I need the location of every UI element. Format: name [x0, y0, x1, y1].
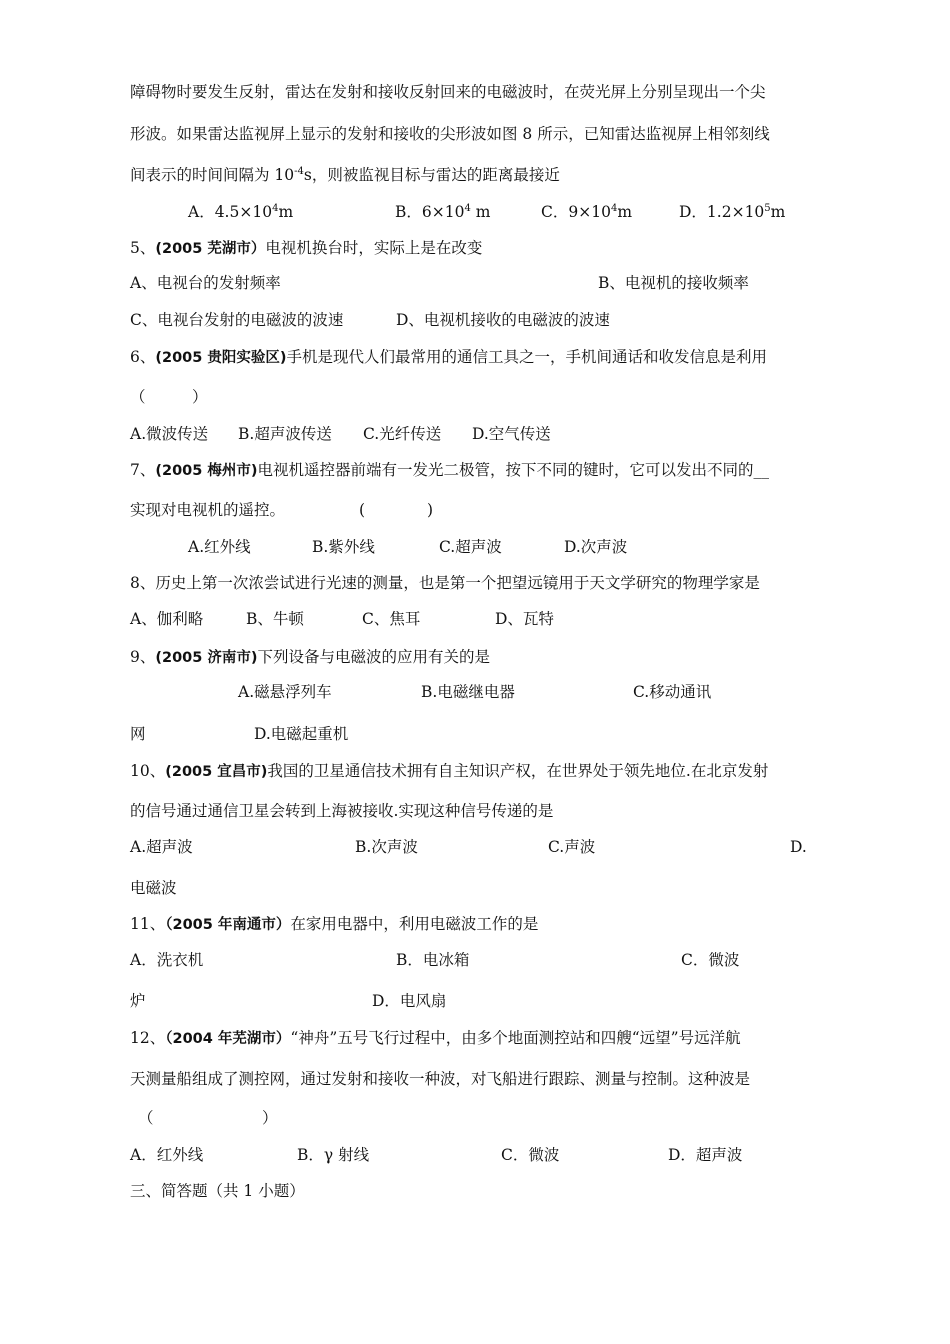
q5-option-d: D、电视机接收的电磁波的波速 — [396, 311, 610, 329]
q4-option-d-exp: 5 — [764, 203, 771, 214]
q6-option-b: B.超声波传送 — [238, 425, 332, 443]
q4-option-a-unit: m — [278, 203, 294, 221]
q12-option-b: B．γ 射线 — [297, 1146, 370, 1164]
q10-option-a: A.超声波 — [130, 838, 193, 856]
q8-stem: 8、历史上第一次浓尝试进行光速的测量，也是第一个把望远镜用于天文学研究的物理学家是 — [130, 574, 760, 592]
q5-source-tag: (2005 芜湖市） — [155, 241, 266, 257]
q5-option-a: A、电视台的发射频率 — [130, 274, 281, 292]
q4-option-c-base: C．9×10 — [541, 203, 611, 221]
q7-option-b: B.紫外线 — [312, 538, 375, 556]
q10-option-d-wrap: 电磁波 — [130, 879, 177, 897]
q7-option-c: C.超声波 — [439, 538, 502, 556]
q4-option-d — [679, 202, 785, 222]
q11-stem — [130, 914, 538, 935]
q7-stem — [130, 460, 769, 481]
q4-text-line-2: 形波。如果雷达监视屏上显示的发射和接收的尖形波如图 8 所示，已知雷达监视屏上相邻刻线 — [130, 125, 770, 143]
q4-option-d-base: D．1.2×10 — [679, 203, 765, 221]
q9-option-c-wrap: 网 — [130, 725, 146, 743]
q6-option-c: C.光纤传送 — [363, 425, 442, 443]
q8-option-d: D、瓦特 — [495, 610, 554, 628]
q4-option-a — [188, 202, 293, 222]
q4-text-line-3-b: s，则被监视目标与雷达的距离最接近 — [303, 166, 560, 184]
q12-answer-paren: （ ） — [138, 1109, 278, 1127]
q9-source-tag: (2005 济南市) — [155, 650, 258, 666]
q4-option-c — [541, 202, 632, 222]
q7-text: 电视机遥控器前端有一发光二极管，按下不同的键时，它可以发出不同的__ — [257, 461, 770, 479]
q4-text-line-3 — [130, 165, 560, 185]
q4-text-line-3-a: 间表示的时间间隔为 10 — [130, 166, 295, 184]
q11-option-a: A．洗衣机 — [130, 951, 204, 969]
q6-option-d: D.空气传送 — [472, 425, 551, 443]
q4-option-c-unit: m — [617, 203, 633, 221]
q6-source-tag: (2005 贵阳实验区) — [155, 350, 287, 366]
q11-text: 在家用电器中，利用电磁波工作的是 — [290, 915, 539, 933]
q7-option-d: D.次声波 — [564, 538, 628, 556]
q12-option-d: D．超声波 — [668, 1146, 743, 1164]
section-3-heading: 三、简答题（共 1 小题） — [130, 1182, 305, 1200]
q12-source-tag: （2004 年芜湖市） — [165, 1031, 291, 1047]
q11-number: 11、 — [130, 915, 166, 933]
q8-option-a: A、伽利略 — [130, 610, 204, 628]
q9-number: 9、 — [130, 648, 156, 666]
q7-number: 7、 — [130, 461, 156, 479]
q12-text: “神舟”五号飞行过程中，由多个地面测控站和四艘“远望”号远洋航 — [290, 1029, 741, 1047]
q4-exponent: -4 — [294, 166, 304, 177]
q10-stem — [130, 761, 768, 782]
q9-stem — [130, 647, 490, 668]
q9-option-c: C.移动通讯 — [633, 683, 712, 701]
q4-option-b — [395, 202, 490, 222]
q9-text: 下列设备与电磁波的应用有关的是 — [257, 648, 491, 666]
q12-stem — [130, 1028, 741, 1049]
q7-answer-paren: ( ) — [359, 501, 434, 519]
q5-number: 5、 — [130, 239, 156, 257]
q11-option-c: C．微波 — [681, 951, 740, 969]
q10-source-tag: (2005 宜昌市) — [165, 764, 268, 780]
q5-stem — [130, 238, 482, 259]
q10-option-d: D. — [790, 838, 807, 856]
q9-option-d: D.电磁起重机 — [254, 725, 349, 743]
q8-option-b: B、牛顿 — [246, 610, 304, 628]
q8-option-c: C、焦耳 — [362, 610, 421, 628]
q5-option-b: B、电视机的接收频率 — [598, 274, 749, 292]
q6-text: 手机是现代人们最常用的通信工具之一，手机间通话和收发信息是利用 — [286, 348, 768, 366]
q11-source-tag: （2005 年南通市） — [165, 917, 291, 933]
q5-option-c: C、电视台发射的电磁波的波速 — [130, 311, 344, 329]
q4-option-c-exp: 4 — [610, 203, 618, 214]
q4-option-a-base: A．4.5×10 — [188, 203, 273, 221]
q4-option-b-base: B．6×10 — [395, 203, 465, 221]
q10-number: 10、 — [130, 762, 166, 780]
q4-text-line-1: 障碍物时要发生反射，雷达在发射和接收反射回来的电磁波时，在荧光屏上分别呈现出一个尖 — [130, 83, 766, 101]
q10-option-c: C.声波 — [548, 838, 596, 856]
q7-option-a: A.红外线 — [188, 538, 251, 556]
q10-option-b: B.次声波 — [355, 838, 418, 856]
q7-source-tag: (2005 梅州市) — [155, 463, 258, 479]
q6-stem — [130, 347, 767, 368]
q9-option-b: B.电磁继电器 — [421, 683, 515, 701]
q6-option-a: A.微波传送 — [130, 425, 209, 443]
q5-text: 电视机换台时，实际上是在改变 — [265, 239, 483, 257]
q12-option-c: C．微波 — [501, 1146, 560, 1164]
q4-option-b-exp: 4 — [464, 203, 471, 214]
q6-number: 6、 — [130, 348, 156, 366]
q9-option-a: A.磁悬浮列车 — [238, 683, 332, 701]
q12-number: 12、 — [130, 1029, 166, 1047]
q12-stem-line-2: 天测量船组成了测控网，通过发射和接收一种波，对飞船进行跟踪、测量与控制。这种波是 — [130, 1070, 751, 1088]
q7-stem-line-2: 实现对电视机的遥控。 — [130, 501, 286, 519]
q11-option-b: B．电冰箱 — [396, 951, 470, 969]
q10-text: 我国的卫星通信技术拥有自主知识产权，在世界处于领先地位.在北京发射 — [267, 762, 769, 780]
q4-option-b-unit: m — [470, 203, 491, 221]
q6-answer-paren: （ ） — [130, 388, 208, 406]
q12-option-a: A．红外线 — [130, 1146, 204, 1164]
q4-option-d-unit: m — [770, 203, 786, 221]
q11-option-c-wrap: 炉 — [130, 992, 146, 1010]
q4-option-a-exp: 4 — [272, 203, 279, 214]
q10-stem-line-2: 的信号通过通信卫星会转到上海被接收.实现这种信号传递的是 — [130, 802, 554, 820]
q11-option-d: D．电风扇 — [372, 992, 447, 1010]
